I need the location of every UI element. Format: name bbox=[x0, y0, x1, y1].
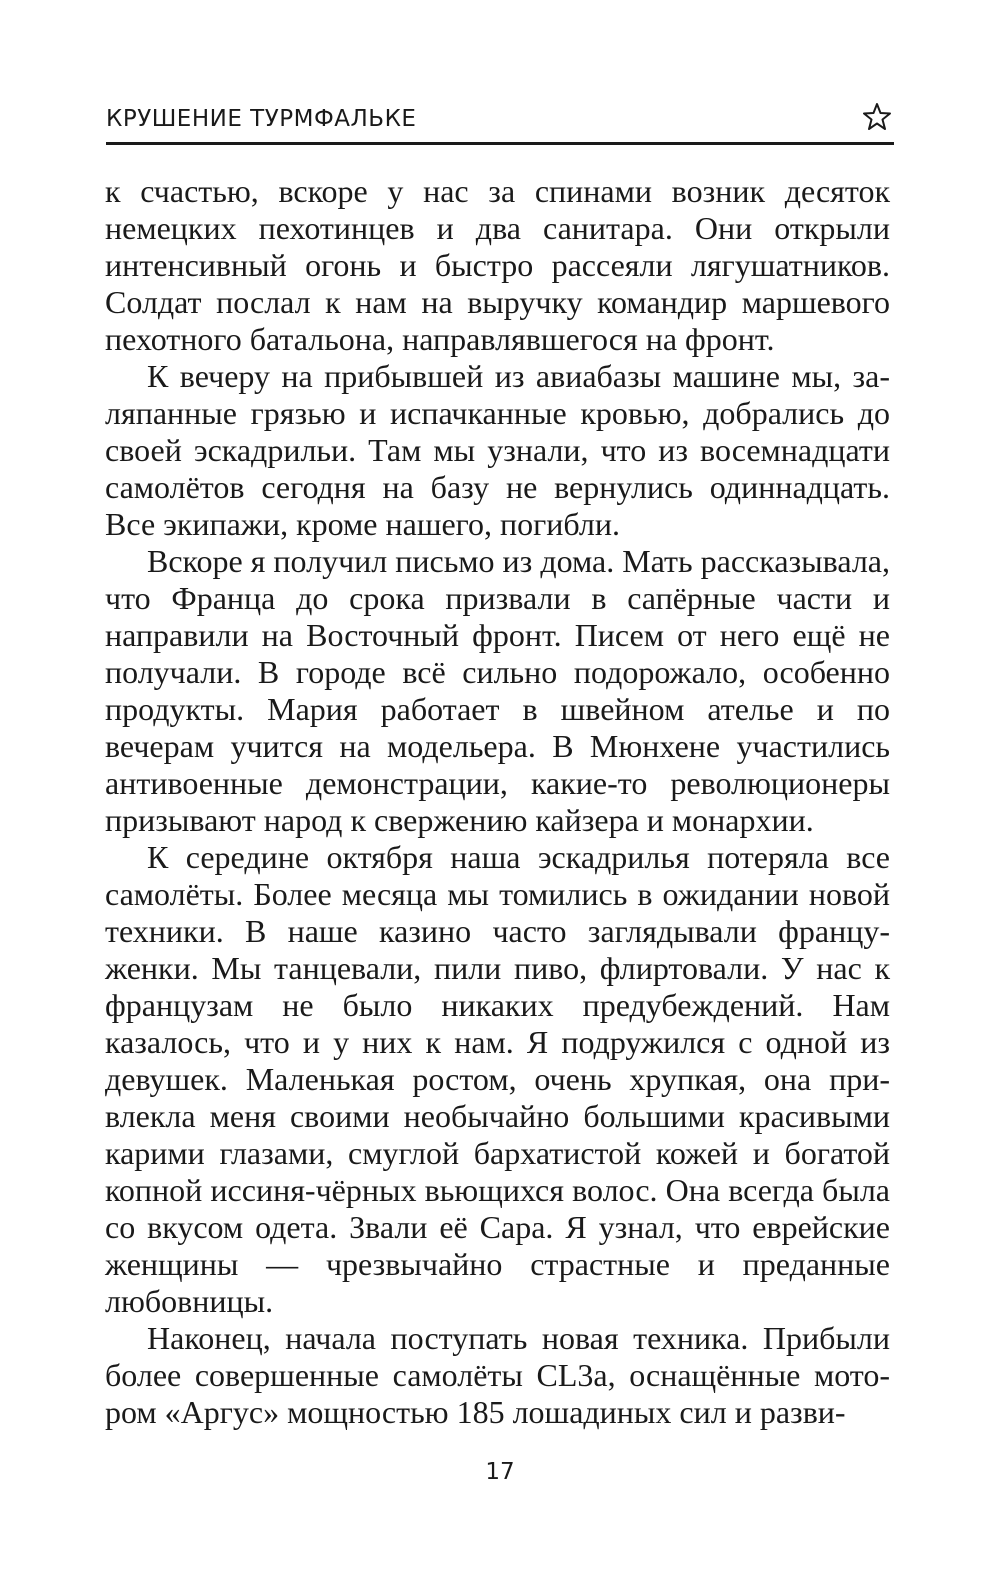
star-outline-icon bbox=[862, 102, 892, 132]
page-number: 17 bbox=[485, 1459, 515, 1485]
paragraph: К вечеру на прибывшей из авиабазы машине мы, заляпанные грязью и испачканные кровью, добрались до своей эскадрильи. Там мы узнали, что из восемнадцати самолётов сегодня на базу не вернулись одиннадцать. Все экипажи, кроме нашего, погибли. bbox=[105, 358, 890, 542]
body-text bbox=[105, 173, 890, 1431]
paragraph: Вскоре я получил письмо из дома. Мать рассказывала, что Франца до срока призвали в сапёрные части и направили на Восточный фронт. Писем от него ещё не получали. В городе всё сильно подорожало, особенно продукты. Мария работает в швейном ателье и по вечерам учится на модельера. В Мюнхене участились антивоенные демонстрации, какие-то революционеры призывают народ к свержению кайзера и монархии. bbox=[105, 543, 890, 838]
running-title: КРУШЕНИЕ ТУРМФАЛЬКЕ bbox=[106, 106, 417, 132]
paragraph: Наконец, начала поступать новая техника. Прибыли более совершенные самолёты CL3a, оснащённые мотором «Аргус» мощностью 185 лошадиных сил и разви- bbox=[105, 1320, 890, 1430]
paragraph: К середине октября наша эскадрилья потеряла все самолёты. Более месяца мы томились в ожидании новой техники. В наше казино часто заглядывали француженки. Мы танцевали, пили пиво, флиртовали. У нас к французам не было никаких предубеждений. Нам казалось, что и у них к нам. Я подружился с одной из девушек. Маленькая ростом, очень хрупкая, она привлекла меня своими необычайно большими красивыми карими глазами, смуглой бархатистой кожей и богатой копной иссиня-чёрных вьющихся волос. Она всегда была со вкусом одета. Звали её Сара. Я узнал, что еврейские женщины — чрезвычайно страстные и преданные любовницы. bbox=[105, 839, 890, 1319]
running-header bbox=[106, 100, 894, 145]
paragraph-continued: к счастью, вскоре у нас за спинами возник десяток немецких пехотинцев и два санитара. Они открыли интенсивный огонь и быстро рассеяли лягушатников. Солдат послал к нам на выручку командир маршевого пехотного батальона, направлявшегося на фронт. bbox=[105, 173, 890, 357]
